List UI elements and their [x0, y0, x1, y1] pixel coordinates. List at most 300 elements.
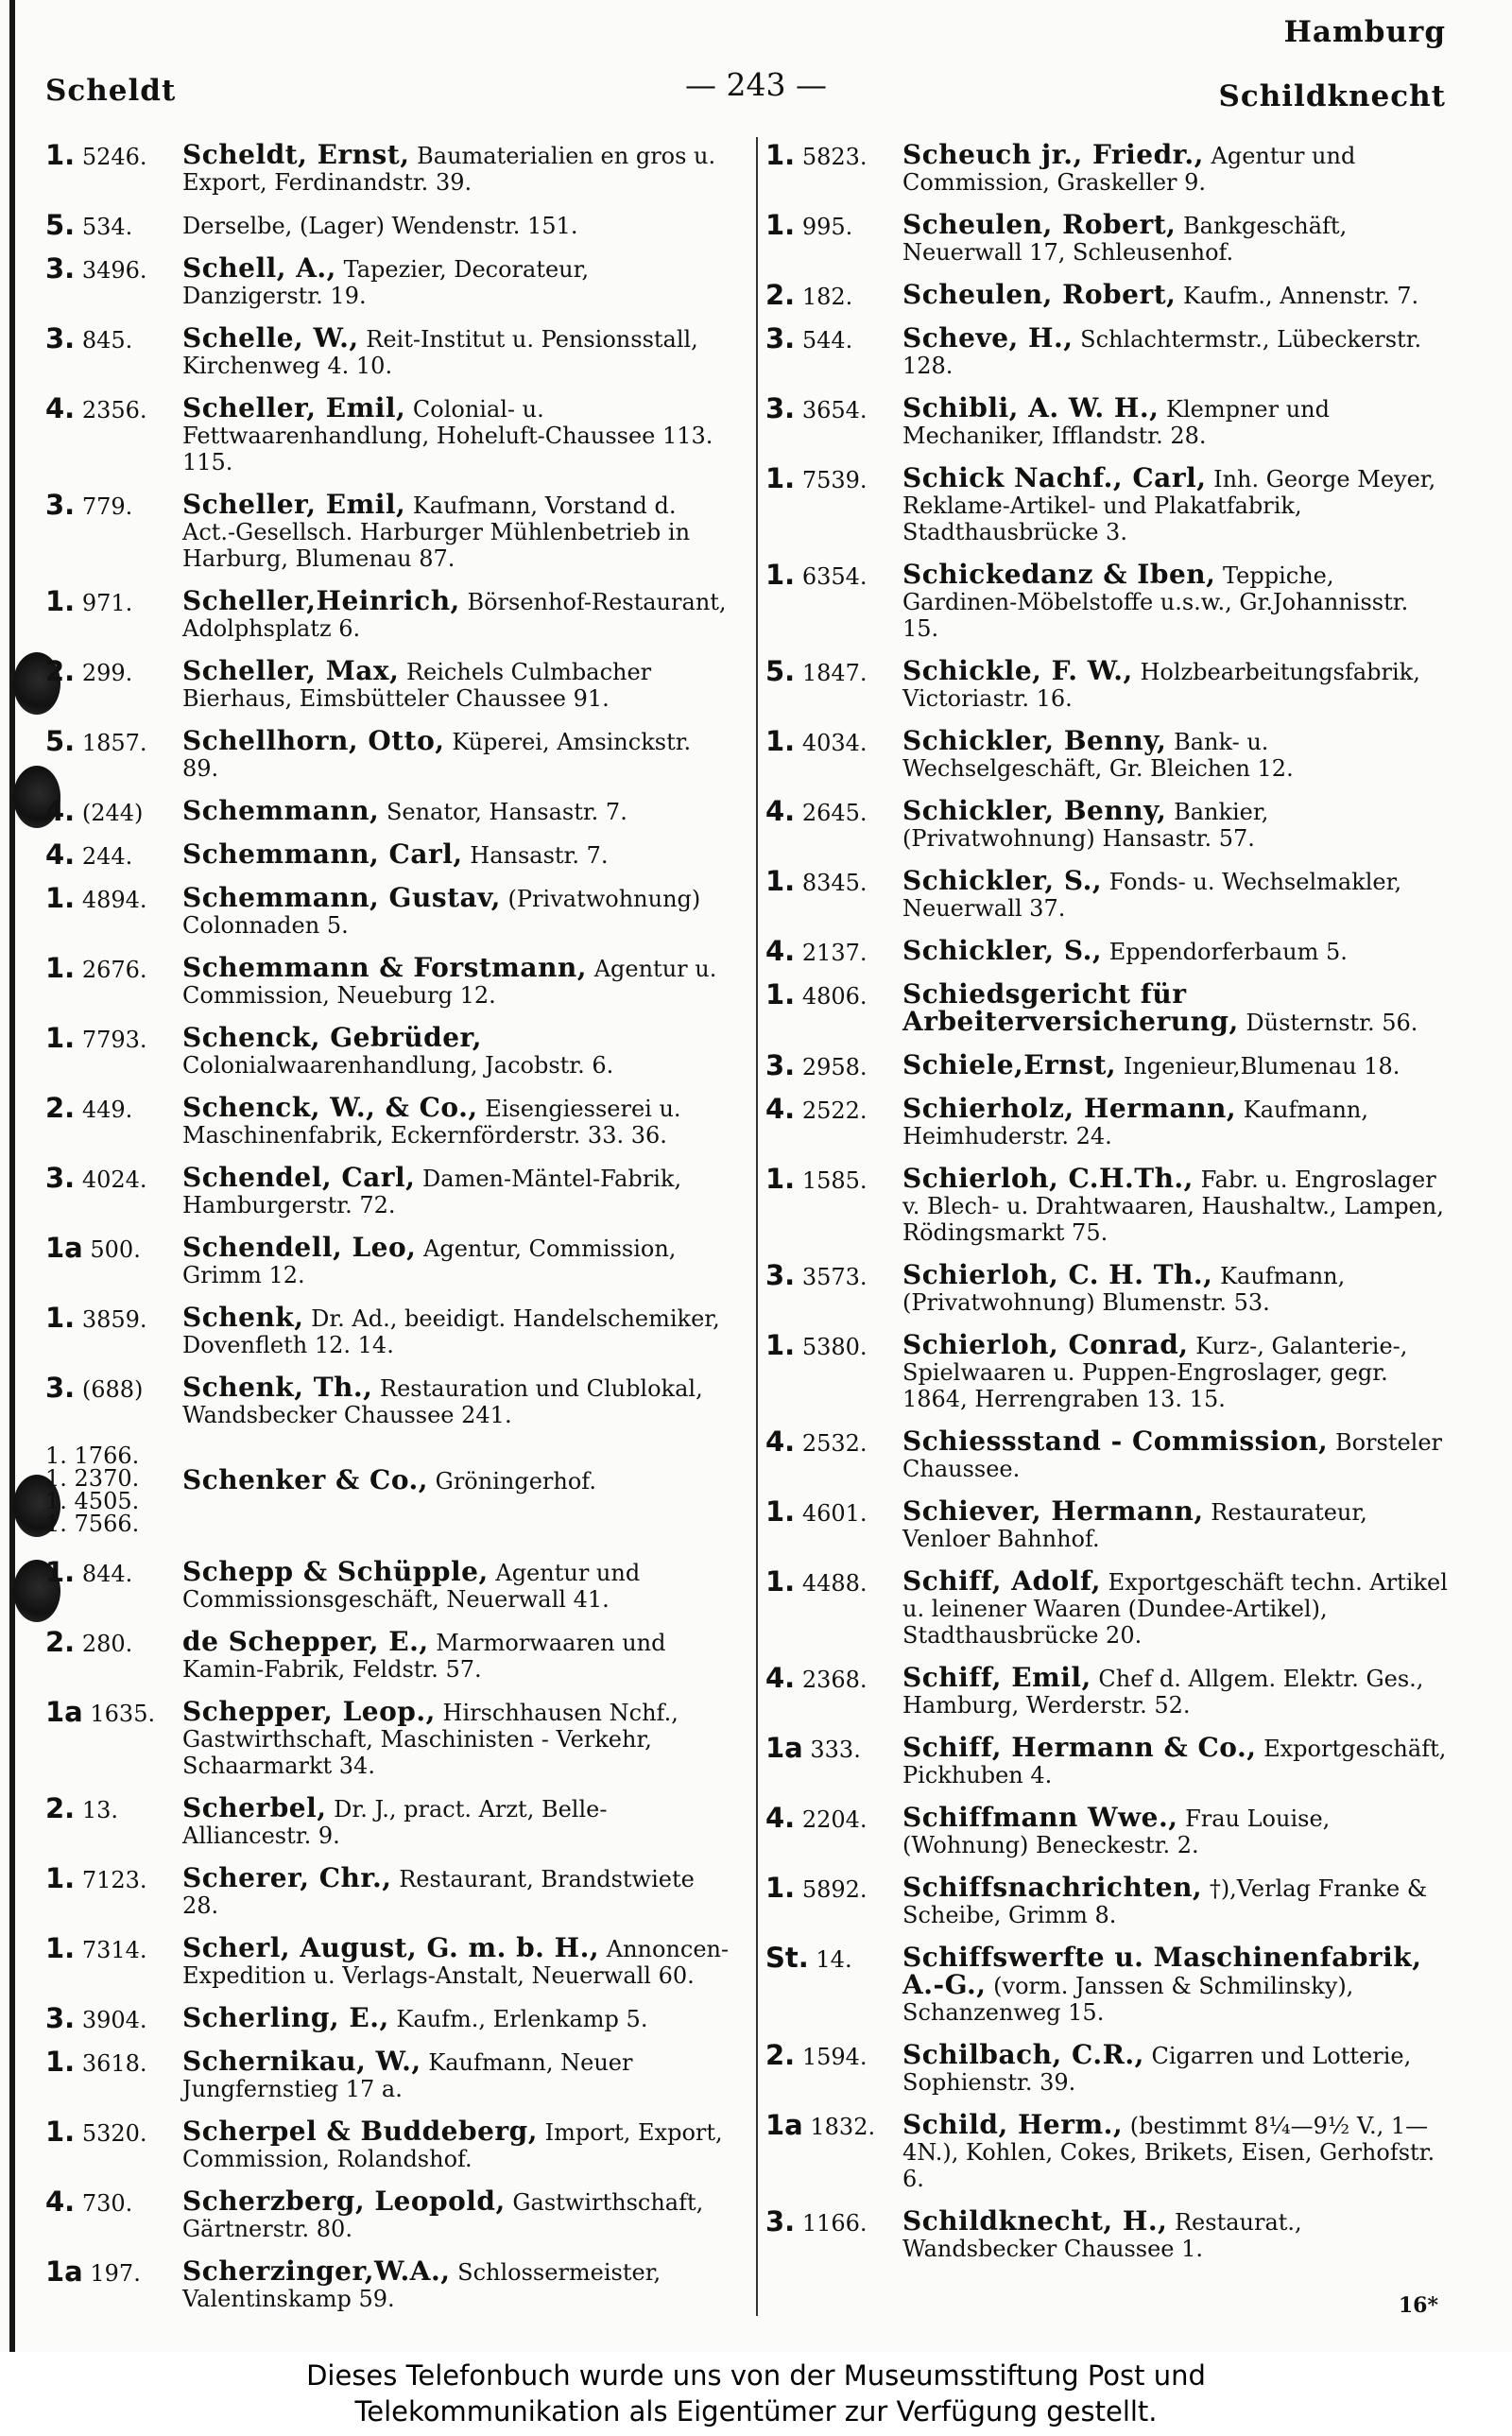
- entry-details: Kaufm., Annenstr. 7.: [1183, 283, 1419, 309]
- entry-details: Kaufmann, Heimhuderstr. 24.: [902, 1097, 1368, 1149]
- entry-details: Chef d. Allgem. Elektr. Ges., Hamburg, Werderstr. 52.: [902, 1666, 1424, 1719]
- entry-details: Schlossermeister, Valentinskamp 59.: [182, 2259, 662, 2312]
- phone-number: [765, 2039, 868, 2071]
- entry-name: Schickle, F. W.,: [902, 655, 1133, 686]
- line-number: 2356.: [81, 397, 147, 423]
- phone-number: [765, 1329, 868, 1361]
- line-number: 971.: [81, 590, 133, 616]
- entry-details: Kaufmann, (Privatwohnung) Blumenstr. 53.: [902, 1263, 1346, 1316]
- exchange-code: St.: [765, 1942, 809, 1974]
- exchange-code: 4.: [765, 795, 796, 827]
- page-signature: 16*: [1398, 2293, 1438, 2318]
- entry-details: Import, Export, Commission, Rolandshof.: [182, 2119, 723, 2172]
- exchange-code: 1a: [765, 2109, 803, 2141]
- exchange-code: 1.: [45, 952, 76, 984]
- phone-number: [765, 279, 853, 311]
- entry-name: Schiffmann Wwe.,: [902, 1802, 1178, 1833]
- exchange-code: 1.: [45, 139, 76, 171]
- phone-number: [765, 322, 853, 354]
- directory-entry: [765, 1495, 1451, 1552]
- exchange-code: 1.: [765, 559, 796, 591]
- line-number: 4601.: [801, 1500, 868, 1527]
- line-number: 844.: [81, 1561, 133, 1587]
- exchange-code: 1.: [765, 1565, 796, 1598]
- exchange-code: 1.: [45, 2116, 76, 2148]
- entry-name: Schildknecht, H.,: [902, 2205, 1168, 2237]
- phone-number: [765, 1093, 868, 1125]
- entry-name: Schenck, Gebrüder,: [182, 1022, 483, 1053]
- line-number: 4488.: [801, 1570, 868, 1597]
- directory-entry: [765, 1662, 1451, 1719]
- entry-details: Hirschhausen Nchf., Gastwirthschaft, Maschinisten - Verkehr, Schaarmarkt 34.: [182, 1700, 679, 1779]
- phone-number: [45, 838, 133, 871]
- directory-entry: [765, 322, 1451, 379]
- exchange-code: 1.: [45, 1932, 76, 1964]
- entry-name: Scherling, E.,: [182, 2002, 389, 2033]
- line-number: 3618.: [81, 2050, 147, 2077]
- line-number: 2645.: [801, 800, 868, 826]
- directory-entry: [45, 489, 730, 572]
- phone-number: [45, 1374, 143, 1403]
- entry-name: Schierholz, Hermann,: [902, 1093, 1237, 1124]
- entry-details: Damen-Mäntel-Fabrik, Hamburgerstr. 72.: [182, 1166, 682, 1218]
- exchange-code: 1.: [45, 585, 76, 617]
- entry-name: Schepper, Leop.,: [182, 1696, 436, 1727]
- entry-name: Schierloh, C. H. Th.,: [902, 1259, 1213, 1290]
- exchange-code: 1.: [765, 1163, 796, 1195]
- exchange-code: 4.: [765, 1802, 796, 1834]
- entry-name: Schell, A.,: [182, 252, 336, 284]
- exchange-code: 1.: [765, 139, 796, 171]
- entry-details: Fabr. u. Engroslager v. Blech- u. Drahtwaaren, Haushaltw., Lampen, Rödingsmarkt 75.: [902, 1166, 1444, 1246]
- entry-details: Restauration und Clublokal, Wandsbecker Chaussee 241.: [182, 1375, 703, 1428]
- entry-name: Schemmann & Forstmann,: [182, 952, 588, 983]
- group-phone-numbers: [45, 1444, 139, 1535]
- entry-details: Börsenhof-Restaurant, Adolphsplatz 6.: [182, 589, 727, 642]
- directory-entry: [765, 1802, 1451, 1858]
- line-number: 5320.: [81, 2120, 147, 2147]
- entry-name: Schiele,Ernst,: [902, 1049, 1117, 1080]
- directory-entry: [765, 1872, 1451, 1928]
- exchange-code: 4.: [765, 1662, 796, 1694]
- entry-details: Reit-Institut u. Pensionsstall, Kirchenweg 4. 10.: [182, 326, 698, 379]
- header-last-name: Schildknecht: [1218, 79, 1446, 113]
- exchange-code: 3.: [45, 1372, 76, 1404]
- exchange-code: 1a: [765, 1732, 803, 1764]
- entry-details: Dr. J., pract. Arzt, Belle-Alliancestr. 9.: [182, 1796, 608, 1849]
- entry-name: Schelle, W.,: [182, 322, 359, 354]
- line-number: 13.: [81, 1797, 119, 1823]
- entry-details: Kaufm., Erlenkamp 5.: [396, 2006, 648, 2032]
- line-number: 4024.: [81, 1166, 147, 1193]
- line-number: 2522.: [801, 1097, 868, 1124]
- directory-entry: [45, 2002, 730, 2034]
- exchange-code: 3.: [45, 252, 76, 285]
- entry-name: Schickler, Benny,: [902, 795, 1167, 826]
- entry-details: Agentur und Commission, Graskeller 9.: [902, 143, 1356, 196]
- entry-name: Scherl, August, G. m. b. H.,: [182, 1932, 600, 1963]
- phone-number: [45, 2118, 147, 2147]
- line-number: 2368.: [801, 1667, 868, 1693]
- footer-notice: [0, 2352, 1512, 2436]
- exchange-code: 1.: [765, 865, 796, 897]
- exchange-code: 1.: [765, 1872, 796, 1904]
- entry-details: Frau Louise, (Wohnung) Beneckestr. 2.: [902, 1805, 1331, 1858]
- exchange-code: 2.: [45, 1092, 76, 1124]
- entry-details: Teppiche, Gardinen-Möbelstoffe u.s.w., Gr.Johannisstr. 15.: [902, 562, 1409, 642]
- group-phone-number: 1. 2370.: [45, 1465, 140, 1492]
- page-number: — 243 —: [685, 66, 827, 103]
- phone-number: [45, 489, 133, 521]
- line-number: 3904.: [81, 2007, 147, 2033]
- exchange-code: 2.: [765, 2039, 796, 2071]
- directory-entry: [45, 1022, 730, 1079]
- entry-details: Derselbe, (Lager) Wendenstr. 151.: [182, 213, 578, 239]
- directory-entry: [45, 2118, 730, 2172]
- entry-details: (vorm. Janssen & Schmilinsky), Schanzenweg 15.: [902, 1973, 1354, 2026]
- directory-entry: [45, 2185, 730, 2242]
- phone-number: [765, 865, 868, 897]
- directory-entry: [765, 2109, 1451, 2192]
- phone-number: [45, 952, 147, 984]
- phone-number: [45, 585, 133, 617]
- entry-details: Klempner und Mechaniker, Ifflandstr. 28.: [902, 396, 1330, 449]
- left-column: [45, 139, 730, 2328]
- phone-number: [45, 882, 147, 914]
- phone-number: [45, 2048, 147, 2077]
- phone-number: [45, 139, 147, 171]
- entry-name: Schierloh, C.H.Th.,: [902, 1163, 1194, 1194]
- footer-line: Telekommunikation als Eigentümer zur Verfügung gestellt.: [354, 2395, 1158, 2427]
- exchange-code: 5.: [45, 725, 76, 757]
- phone-number: [45, 1792, 119, 1824]
- phone-number: [765, 1944, 852, 1973]
- entry-details: Marmorwaaren und Kamin-Fabrik, Feldstr. 57.: [182, 1630, 666, 1683]
- directory-entry: [45, 795, 730, 827]
- phone-number: [765, 139, 868, 171]
- line-number: 6354.: [801, 563, 868, 590]
- entry-details: Schlachtermstr., Lübeckerstr. 128.: [902, 326, 1422, 379]
- line-number: 1585.: [801, 1167, 868, 1194]
- group-phone-number: 1. 4505.: [45, 1488, 140, 1514]
- line-number: 4034.: [801, 730, 868, 756]
- exchange-code: 4.: [45, 838, 76, 871]
- exchange-code: 3.: [765, 322, 796, 354]
- entry-name: Scheulen, Robert,: [902, 279, 1177, 310]
- group-phone-number: 1. 1766.: [45, 1443, 140, 1469]
- entry-name: Schick Nachf., Carl,: [902, 462, 1207, 493]
- directory-entry: [765, 865, 1451, 922]
- line-number: 3496.: [81, 257, 147, 284]
- line-number: 333.: [810, 1736, 861, 1763]
- line-number: 8345.: [801, 870, 868, 896]
- header-first-name: Scheldt: [45, 74, 177, 108]
- entry-details: Bankier, (Privatwohnung) Hansastr. 57.: [902, 799, 1269, 852]
- entry-details: Cigarren und Lotterie, Sophienstr. 39.: [902, 2043, 1412, 2096]
- directory-entry: [45, 2048, 730, 2102]
- right-column: [765, 139, 1451, 2278]
- phone-number: [45, 1932, 147, 1964]
- exchange-code: 3.: [45, 322, 76, 354]
- phone-number: [765, 725, 868, 757]
- directory-entry: [45, 1792, 730, 1849]
- line-number: 5246.: [81, 144, 147, 170]
- phone-number: [45, 1022, 147, 1054]
- directory-entry: [765, 1163, 1451, 1246]
- line-number: (244): [81, 800, 144, 826]
- entry-details: Restaurat., Wandsbecker Chaussee 1.: [902, 2209, 1302, 2262]
- entry-name: Scheller,Heinrich,: [182, 585, 460, 616]
- line-number: 182.: [801, 284, 853, 310]
- line-number: 244.: [81, 843, 133, 870]
- directory-entry: [765, 279, 1451, 311]
- directory-entry: [45, 1626, 730, 1683]
- entry-name: Schemmann,: [182, 795, 380, 826]
- entry-details: Dr. Ad., beeidigt. Handelschemiker, Dovenfleth 12. 14.: [182, 1305, 720, 1358]
- entry-name: Schernikau, W.,: [182, 2046, 421, 2077]
- line-number: 449.: [81, 1097, 133, 1123]
- exchange-code: 4.: [45, 2185, 76, 2218]
- line-number: 779.: [81, 493, 133, 520]
- entry-details: Reichels Culmbacher Bierhaus, Eimsbütteler Chaussee 91.: [182, 659, 652, 712]
- line-number: (688): [81, 1376, 144, 1403]
- phone-number: [765, 1802, 868, 1834]
- entry-name: Schendel, Carl,: [182, 1162, 416, 1193]
- exchange-code: 3.: [765, 2205, 796, 2237]
- phone-number: [45, 2185, 133, 2218]
- phone-number: [765, 2109, 876, 2141]
- directory-entry: [45, 882, 730, 939]
- entry-name: Scherpel & Buddeberg,: [182, 2116, 538, 2147]
- entry-name: Schibli, A. W. H.,: [902, 392, 1160, 423]
- phone-number: [765, 655, 868, 687]
- entry-name: Schickler, S.,: [902, 935, 1103, 966]
- line-number: 2137.: [801, 940, 868, 966]
- entry-name: Scherer, Chr.,: [182, 1862, 392, 1893]
- exchange-code: 3.: [765, 1049, 796, 1081]
- entry-details: Senator, Hansastr. 7.: [386, 799, 627, 825]
- phone-number: [765, 795, 868, 827]
- entry-details: Agentur und Commissionsgeschäft, Neuerwall 41.: [182, 1560, 641, 1613]
- entry-name: Schemmann, Carl,: [182, 838, 463, 870]
- entry-name: Schiever, Hermann,: [902, 1495, 1204, 1527]
- entry-name: Schemmann, Gustav,: [182, 882, 501, 913]
- entry-details: Inh. George Meyer, Reklame-Artikel- und Plakatfabrik, Stadthausbrücke 3.: [902, 466, 1436, 545]
- directory-entry-group: [45, 1444, 730, 1543]
- exchange-code: 1.: [765, 725, 796, 757]
- directory-entry: [45, 139, 730, 196]
- phone-number: [765, 1732, 861, 1764]
- exchange-code: 1.: [765, 209, 796, 241]
- phone-number: [45, 322, 133, 354]
- directory-entry: [765, 209, 1451, 266]
- entry-details: Colonialwaarenhandlung, Jacobstr. 6.: [182, 1052, 614, 1079]
- exchange-code: 1.: [45, 1022, 76, 1054]
- exchange-code: 1.: [45, 1302, 76, 1334]
- exchange-code: 1a: [45, 1232, 83, 1264]
- phone-number: [45, 1092, 133, 1124]
- phone-number: [765, 1259, 868, 1291]
- entry-name: Schiff, Adolf,: [902, 1565, 1102, 1597]
- phone-number: [45, 209, 133, 241]
- directory-entry: [45, 1374, 730, 1428]
- directory-entry: [45, 1232, 730, 1288]
- entry-details: Agentur u. Commission, Neueburg 12.: [182, 956, 717, 1009]
- directory-entry: [45, 838, 730, 871]
- exchange-code: 3.: [45, 2002, 76, 2034]
- line-number: 534.: [81, 214, 133, 240]
- entry-details: Düsternstr. 56.: [1246, 1010, 1418, 1036]
- directory-entry: [765, 462, 1451, 545]
- line-number: 5823.: [801, 144, 868, 170]
- directory-entry: [45, 2255, 730, 2312]
- exchange-code: 1.: [765, 1329, 796, 1361]
- directory-entry: [765, 2039, 1451, 2096]
- directory-entry: [765, 935, 1451, 967]
- directory-entry: [765, 392, 1451, 449]
- exchange-code: 2.: [45, 655, 76, 687]
- directory-entry: [45, 1932, 730, 1989]
- phone-number: [765, 1163, 868, 1195]
- entry-name: Schendell, Leo,: [182, 1232, 417, 1263]
- entry-name: Scherzberg, Leopold,: [182, 2185, 506, 2217]
- entry-details: Kurz-, Galanterie-, Spielwaaren u. Puppen-Engroslager, gegr. 1864, Herrengraben 13. 15.: [902, 1333, 1408, 1412]
- entry-name: Schickedanz & Iben,: [902, 559, 1216, 590]
- entry-name: Schenk, Th.,: [182, 1372, 373, 1403]
- line-number: 2958.: [801, 1054, 868, 1080]
- header-city: Hamburg: [1283, 15, 1446, 49]
- entry-name: Scheller, Emil,: [182, 489, 406, 520]
- entry-details: Tapezier, Decorateur, Danzigerstr. 19.: [182, 256, 590, 309]
- directory-entry: [765, 1049, 1451, 1081]
- entry-details: Holzbearbeitungsfabrik, Victoriastr. 16.: [902, 659, 1420, 712]
- entry-name: Scheulen, Robert,: [902, 209, 1177, 240]
- phone-number: [45, 1626, 133, 1658]
- directory-entry: [765, 655, 1451, 712]
- phone-number: [45, 1304, 147, 1333]
- exchange-code: 3.: [45, 1162, 76, 1194]
- entry-details: Borsteler Chaussee.: [902, 1429, 1443, 1482]
- entry-name: Scheldt, Ernst,: [182, 139, 410, 170]
- phone-number: [45, 1232, 141, 1264]
- directory-entry: [45, 952, 730, 1009]
- entry-name: Schickler, S.,: [902, 865, 1103, 896]
- phone-number: [765, 462, 868, 494]
- exchange-code: 5.: [765, 655, 796, 687]
- entry-details: (bestimmt 8¼—9½ V., 1—4N.), Kohlen, Cokes, Brikets, Eisen, Gerhofstr. 6.: [902, 2113, 1435, 2192]
- entry-name: Schickler, Benny,: [902, 725, 1167, 756]
- directory-entry: [45, 1862, 730, 1919]
- line-number: 3654.: [801, 397, 868, 423]
- entry-details: Fonds- u. Wechselmakler, Neuerwall 37.: [902, 869, 1402, 922]
- entry-details: †),Verlag Franke & Scheibe, Grimm 8.: [902, 1875, 1428, 1928]
- entry-name: Scherzinger,W.A.,: [182, 2255, 451, 2287]
- phone-number: [45, 392, 147, 424]
- line-number: 2676.: [81, 957, 147, 983]
- phone-number: [765, 1565, 868, 1598]
- entry-name: Schiffsnachrichten,: [902, 1872, 1203, 1903]
- phone-number: [45, 795, 144, 827]
- directory-entry: [765, 795, 1451, 852]
- line-number: 7539.: [801, 467, 868, 493]
- phone-number: [765, 1872, 868, 1904]
- directory-entry: [765, 1425, 1451, 1482]
- entry-name: Scheller, Max,: [182, 655, 400, 686]
- entry-name: Schiff, Emil,: [902, 1662, 1091, 1693]
- line-number: 7123.: [81, 1867, 147, 1893]
- entry-details: Colonial- u. Fettwaarenhandlung, Hoheluft-Chaussee 113. 115.: [182, 396, 713, 475]
- entry-name: Schierloh, Conrad,: [902, 1329, 1189, 1360]
- directory-entry: [765, 1565, 1451, 1649]
- directory-entry: [45, 655, 730, 712]
- line-number: 500.: [90, 1236, 141, 1263]
- line-number: 197.: [90, 2260, 141, 2287]
- line-number: 7314.: [81, 1937, 147, 1963]
- phone-number: [765, 1495, 868, 1528]
- exchange-code: 1a: [45, 1696, 83, 1728]
- phone-number: [765, 2205, 868, 2237]
- directory-entry: [765, 1732, 1451, 1788]
- directory-entry: [45, 1162, 730, 1218]
- exchange-code: 1.: [765, 462, 796, 494]
- entry-details: Exportgeschäft, Pickhuben 4.: [902, 1736, 1447, 1788]
- directory-entry: [765, 1093, 1451, 1149]
- phone-number: [45, 1696, 156, 1728]
- exchange-code: 1.: [45, 2046, 76, 2078]
- directory-entry: [45, 585, 730, 642]
- column-divider: [756, 137, 758, 2316]
- entry-name: Schild, Herm.,: [902, 2109, 1124, 2140]
- line-number: 2532.: [801, 1430, 868, 1457]
- directory-entry: [765, 2205, 1451, 2262]
- phone-number: [765, 1049, 868, 1081]
- phone-number: [45, 2002, 147, 2034]
- entry-details: Exportgeschäft techn. Artikel u. leinener Waaren (Dundee-Artikel), Stadthausbrücke 20.: [902, 1569, 1448, 1649]
- entry-details: Ingenieur,Blumenau 18.: [1123, 1053, 1400, 1080]
- exchange-code: 3.: [765, 1259, 796, 1291]
- entry-details: Kaufmann, Vorstand d. Act.-Gesellsch. Harburger Mühlenbetrieb in Harburg, Blumenau 87.: [182, 492, 691, 572]
- phone-number: [765, 392, 868, 424]
- phone-number: [45, 2255, 141, 2288]
- directory-entry: [45, 392, 730, 475]
- line-number: 1594.: [801, 2044, 868, 2070]
- exchange-code: 1.: [45, 1556, 76, 1588]
- line-number: 5380.: [801, 1334, 868, 1360]
- exchange-code: 1a: [45, 2255, 83, 2288]
- entry-name: Schellhorn, Otto,: [182, 725, 445, 756]
- entry-details: Eisengiesserei u. Maschinenfabrik, Eckernförderstr. 33. 36.: [182, 1096, 681, 1149]
- entry-details: Annoncen-Expedition u. Verlags-Anstalt, Neuerwall 60.: [182, 1936, 730, 1989]
- entry-name: Schiff, Hermann & Co.,: [902, 1732, 1257, 1763]
- exchange-code: 4.: [765, 1425, 796, 1458]
- line-number: 299.: [81, 660, 133, 686]
- directory-entry: [45, 1092, 730, 1149]
- exchange-code: 2.: [45, 1626, 76, 1658]
- directory-entry: [45, 322, 730, 379]
- exchange-code: 4.: [765, 1093, 796, 1125]
- phone-number: [45, 725, 147, 757]
- exchange-code: 1.: [765, 1495, 796, 1528]
- entry-details: Gröningerhof.: [435, 1468, 596, 1494]
- entry-details: Küperei, Amsinckstr. 89.: [182, 729, 692, 782]
- line-number: 1857.: [81, 730, 147, 756]
- line-number: 544.: [801, 327, 853, 354]
- entry-details: Baumaterialien en gros u. Export, Ferdinandstr. 39.: [182, 143, 716, 196]
- line-number: 1832.: [810, 2114, 876, 2140]
- phone-number: [765, 935, 868, 967]
- entry-details: Kaufmann, Neuer Jungfernstieg 17 a.: [182, 2049, 633, 2102]
- entry-details: Agentur, Commission, Grimm 12.: [182, 1235, 677, 1288]
